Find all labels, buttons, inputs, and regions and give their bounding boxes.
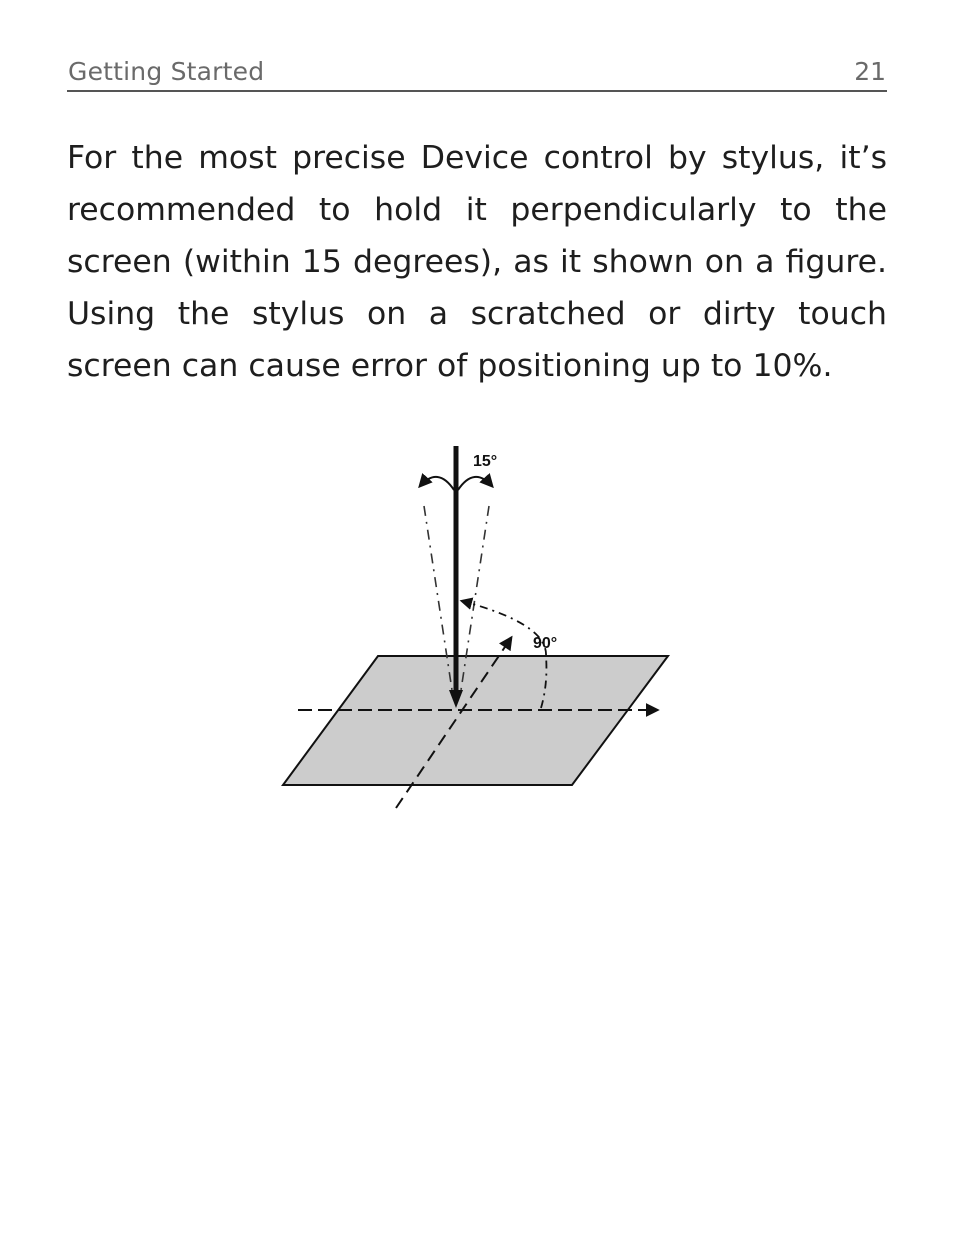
right-angle-label: 90°: [533, 635, 558, 652]
page-header: [67, 56, 887, 92]
page-number: 21: [854, 57, 886, 86]
stylus-angle-figure: [270, 430, 690, 830]
stylus-angle-diagram: [270, 430, 690, 830]
screen-plane: [283, 656, 668, 785]
section-title: Getting Started: [68, 57, 265, 86]
stylus-instructions-paragraph: For the most precise Device control by stylus, it’s recommended to hold it perpendicularly to the screen (within 15 degrees), as it shown on a figure. Using the stylus on a scratched or dirty touch screen can cause error of positioning up to 10%.: [67, 140, 887, 384]
tilt-angle-label: 15°: [473, 453, 498, 470]
tilt-arc-left: [420, 477, 454, 490]
tilt-arc-right: [458, 477, 492, 490]
